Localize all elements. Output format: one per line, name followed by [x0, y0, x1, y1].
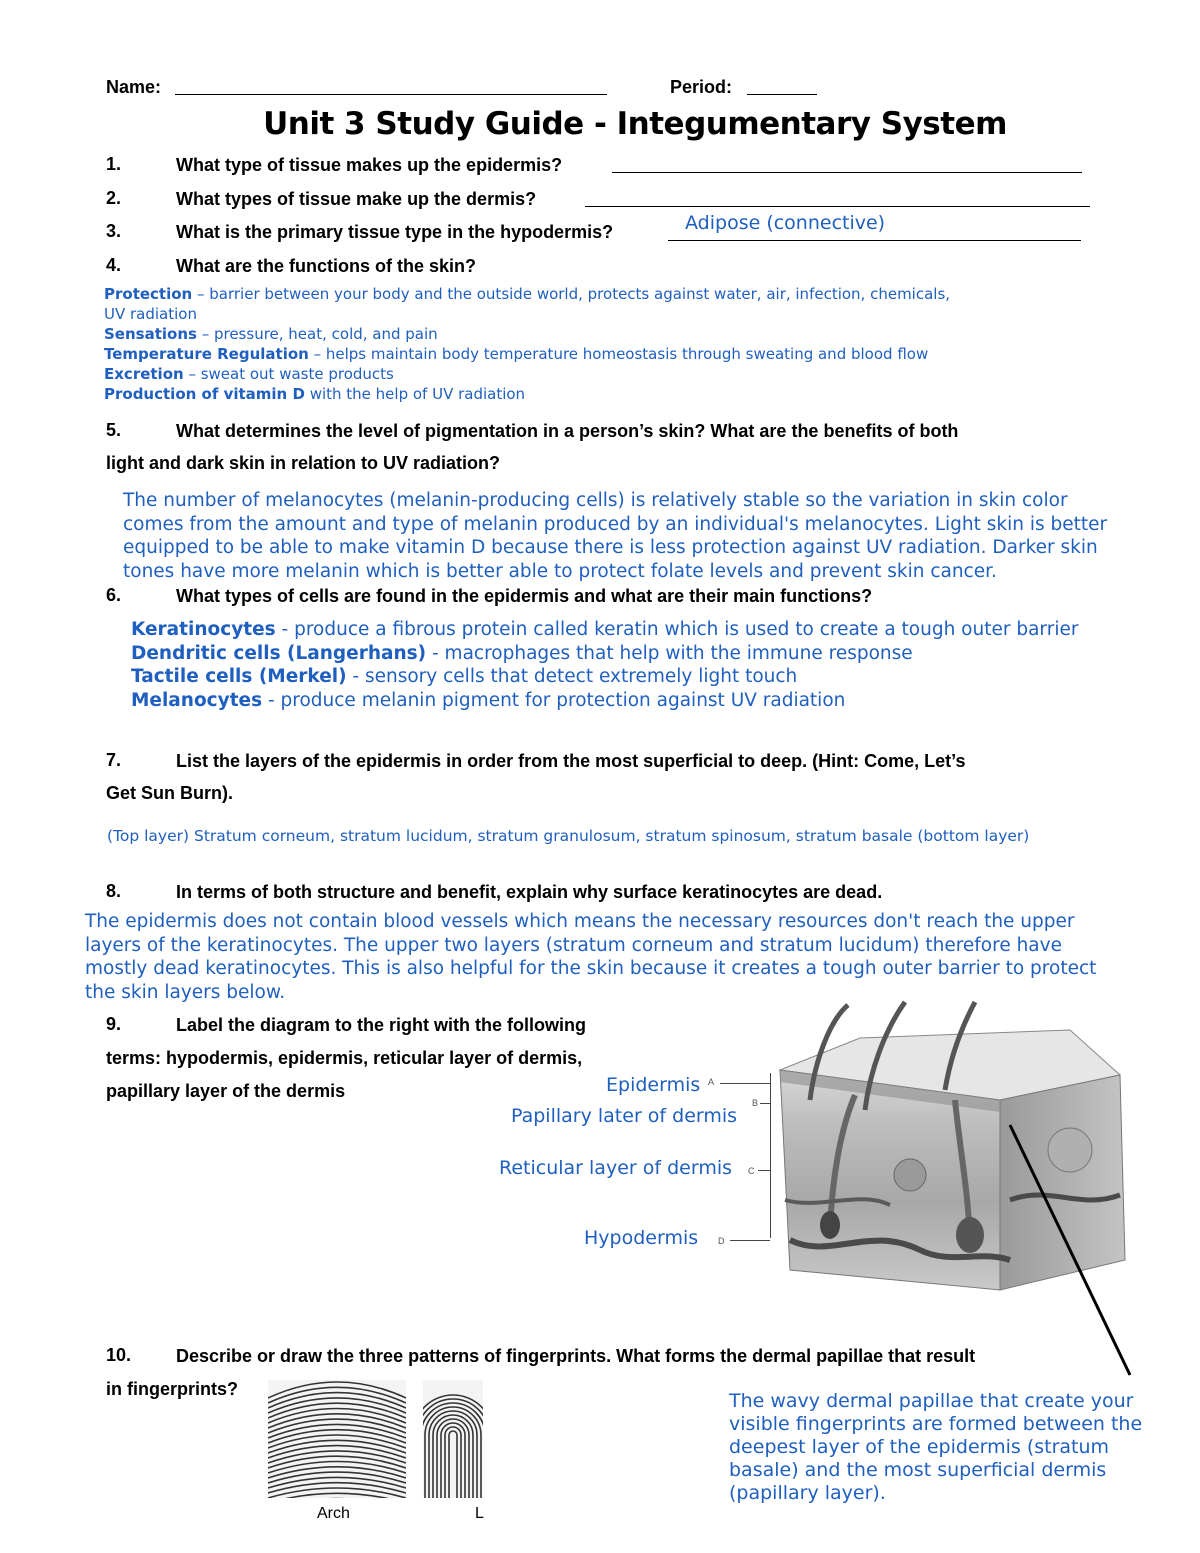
answer-desc: - macrophages that help with the immune response	[426, 642, 913, 664]
q9-number: 9.	[106, 1014, 122, 1034]
answer-line: deepest layer of the epidermis (stratum	[729, 1436, 1110, 1458]
q4-answer-item	[104, 344, 1104, 364]
q7-text-line1: List the layers of the epidermis in order from the most superficial to deep. (Hint: Come, Let’s	[176, 751, 966, 771]
answer-desc: – barrier between your body and the outside world, protects against water, air, infection, chemicals,	[192, 285, 951, 303]
q10-answer	[729, 1390, 1179, 1505]
answer-line: tones have more melanin which is better able to protect folate levels and prevent skin cancer.	[123, 560, 997, 582]
q10-text-line2: in fingerprints?	[106, 1379, 238, 1399]
q6-number: 6.	[106, 585, 122, 605]
loop-fingerprint-image	[423, 1380, 483, 1498]
q7-text-line2: Get Sun Burn).	[106, 783, 233, 803]
q6-answer-item	[131, 642, 1171, 666]
answer-desc: – helps maintain body temperature homeostasis through sweating and blood flow	[308, 345, 929, 363]
q1-answer-line[interactable]	[612, 172, 1082, 173]
answer-desc: with the help of UV radiation	[304, 385, 526, 403]
q5-text-line1: What determines the level of pigmentation in a person’s skin? What are the benefits of both	[176, 421, 959, 441]
period-label: Period:	[670, 77, 733, 97]
label-hypodermis: Hypodermis	[584, 1227, 699, 1249]
period-field[interactable]	[747, 94, 817, 95]
answer-term: Temperature Regulation	[104, 345, 309, 363]
answer-term: Dendritic cells (Langerhans)	[131, 642, 427, 664]
answer-term: Tactile cells (Merkel)	[131, 666, 347, 687]
letter-b: B	[752, 1098, 759, 1108]
answer-desc: - produce a fibrous protein called keratin which is used to create a tough outer barrier	[275, 619, 1079, 640]
q1-number: 1.	[106, 154, 122, 174]
q9-text-line1: Label the diagram to the right with the following	[176, 1015, 586, 1035]
q5-number: 5.	[106, 420, 122, 440]
answer-term: Sensations	[104, 325, 197, 343]
q10-number: 10.	[106, 1345, 132, 1365]
q1-text: What type of tissue makes up the epidermis?	[176, 155, 563, 175]
letter-a: A	[708, 1077, 715, 1087]
pointer-line	[1000, 1120, 1140, 1380]
answer-term: Excretion	[104, 365, 184, 383]
letter-c: C	[748, 1166, 755, 1176]
q3-text: What is the primary tissue type in the hypodermis?	[176, 222, 614, 242]
q4-text: What are the functions of the skin?	[176, 256, 477, 276]
answer-line: layers of the keratinocytes. The upper two layers (stratum corneum and stratum lucidum) therefore have	[85, 934, 1062, 956]
q6-text: What types of cells are found in the epidermis and what are their main functions?	[176, 586, 873, 606]
arch-label: Arch	[317, 1505, 350, 1522]
loop-label: L	[475, 1505, 484, 1522]
q3-answer: Adipose (connective)	[685, 212, 886, 234]
q10-text-line1: Describe or draw the three patterns of fingerprints. What forms the dermal papillae that result	[176, 1346, 976, 1366]
leader-line	[760, 1103, 770, 1104]
answer-desc: - produce melanin pigment for protection against UV radiation	[262, 689, 846, 711]
leader-line	[720, 1083, 770, 1084]
answer-line: equipped to be able to make vitamin D because there is less protection against UV radiation. Darker skin	[123, 537, 1098, 558]
q7-answer: (Top layer) Stratum corneum, stratum lucidum, stratum granulosum, stratum spinosum, stratum basale (bottom layer)	[107, 827, 1030, 845]
q2-text: What types of tissue make up the dermis?	[176, 189, 537, 209]
label-epidermis: Epidermis	[606, 1074, 701, 1096]
q6-answer-list	[131, 618, 1171, 712]
answer-term: Protection	[104, 285, 193, 303]
q4-answer-item	[104, 384, 1104, 404]
q2-number: 2.	[106, 188, 122, 208]
q8-text: In terms of both structure and benefit, explain why surface keratinocytes are dead.	[176, 882, 883, 902]
answer-line: mostly dead keratinocytes. This is also helpful for the skin because it creates a tough outer barrier to protect	[85, 958, 1097, 979]
q4-answer-item	[104, 364, 1104, 384]
bracket-line	[770, 1073, 771, 1238]
q9-text-line3: papillary layer of the dermis	[106, 1081, 346, 1101]
label-papillary-layer: Papillary later of dermis	[511, 1105, 738, 1127]
q8-number: 8.	[106, 881, 122, 901]
leader-line	[730, 1240, 770, 1241]
q3-answer-line[interactable]	[668, 240, 1081, 241]
q6-answer-item	[131, 618, 1171, 642]
q9-text-line2: terms: hypodermis, epidermis, reticular layer of dermis,	[106, 1048, 583, 1068]
page-title: Unit 3 Study Guide - Integumentary System	[263, 106, 1007, 142]
answer-term: Production of vitamin D	[104, 385, 305, 403]
q4-answer-list	[104, 284, 1104, 404]
answer-line: visible fingerprints are formed between the	[729, 1413, 1143, 1435]
q7-number: 7.	[106, 750, 122, 770]
answer-desc: – pressure, heat, cold, and pain	[196, 325, 438, 343]
answer-term: Keratinocytes	[131, 619, 276, 640]
answer-desc-continued: UV radiation	[104, 305, 197, 323]
answer-line: The wavy dermal papillae that create your	[729, 1390, 1134, 1412]
letter-d: D	[718, 1236, 725, 1246]
name-label: Name:	[106, 77, 162, 97]
q4-number: 4.	[106, 255, 122, 275]
q6-answer-item	[131, 665, 1171, 689]
answer-term: Melanocytes	[131, 689, 263, 711]
answer-line: (papillary layer).	[729, 1482, 886, 1504]
answer-line: basale) and the most superficial dermis	[729, 1459, 1107, 1481]
leader-line	[758, 1170, 770, 1171]
answer-line: The number of melanocytes (melanin-producing cells) is relatively stable so the variation in skin color	[123, 490, 1068, 511]
answer-line: the skin layers below.	[85, 981, 286, 1003]
answer-desc: – sweat out waste products	[183, 365, 394, 383]
arch-fingerprint-image	[268, 1380, 406, 1498]
q4-answer-item	[104, 284, 1104, 304]
q2-answer-line[interactable]	[585, 206, 1090, 207]
answer-line: The epidermis does not contain blood vessels which means the necessary resources don't reach the upper	[85, 911, 1075, 932]
q3-number: 3.	[106, 221, 122, 241]
q6-answer-item	[131, 689, 1171, 713]
q5-answer	[123, 489, 1183, 583]
q4-answer-item	[104, 324, 1104, 344]
answer-desc: - sensory cells that detect extremely light touch	[346, 666, 798, 687]
q5-text-line2: light and dark skin in relation to UV radiation?	[106, 453, 501, 473]
q8-answer	[85, 910, 1185, 1004]
name-field[interactable]	[175, 94, 607, 95]
label-reticular-layer: Reticular layer of dermis	[499, 1157, 733, 1179]
answer-line: comes from the amount and type of melanin produced by an individual's melanocytes. Light skin is better	[123, 513, 1108, 535]
